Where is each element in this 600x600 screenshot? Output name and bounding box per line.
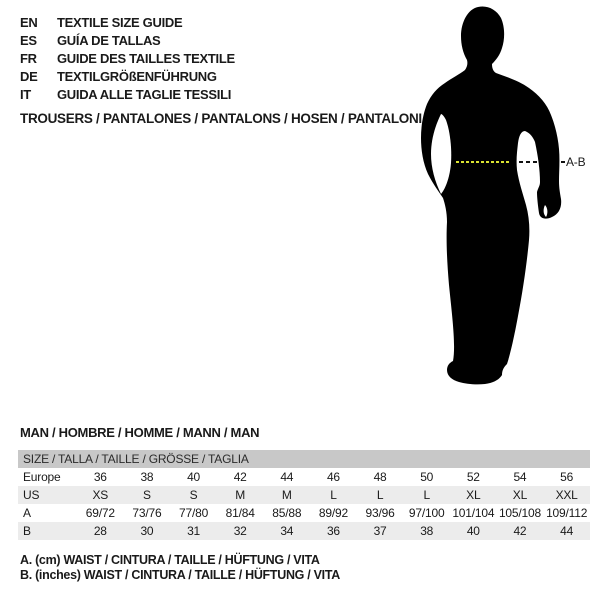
size-cell: XXL <box>555 488 578 502</box>
language-title: GUIDE DES TAILLES TEXTILE <box>57 50 235 66</box>
language-code: ES <box>20 32 37 48</box>
size-cell: S <box>143 488 151 502</box>
language-code: IT <box>20 86 31 102</box>
footnote-a-cm: A. (cm) WAIST / CINTURA / TAILLE / HÜFTUNG / VITA <box>20 553 320 567</box>
size-cell: 93/96 <box>365 506 395 520</box>
size-cell: 30 <box>140 524 154 538</box>
language-row-fr <box>20 49 235 67</box>
size-table <box>18 450 590 540</box>
size-cell: 89/92 <box>318 506 348 520</box>
row-label: US <box>23 488 40 502</box>
size-cell: 50 <box>420 470 434 484</box>
size-cell: XL <box>512 488 528 502</box>
size-cell: XL <box>466 488 481 502</box>
size-cell: 85/88 <box>272 506 302 520</box>
table-row-b-inches <box>18 522 590 540</box>
man-silhouette-shape <box>421 6 561 384</box>
language-row-de <box>20 67 235 85</box>
size-cell: 38 <box>420 524 434 538</box>
language-list <box>20 13 235 103</box>
size-cell: 73/76 <box>132 506 162 520</box>
size-cell: 69/72 <box>85 506 115 520</box>
row-label: A <box>23 506 31 520</box>
language-title: GUÍA DE TALLAS <box>57 32 161 48</box>
category-title: TROUSERS / PANTALONES / PANTALONS / HOSEN / PANTALONI <box>20 111 422 126</box>
size-table-header-row <box>18 450 590 468</box>
size-cell: 48 <box>373 470 387 484</box>
row-label: Europe <box>23 470 61 484</box>
table-row-us <box>18 486 590 504</box>
size-cell: 38 <box>140 470 154 484</box>
size-cell: 109/112 <box>546 506 588 520</box>
size-cell: L <box>376 488 384 502</box>
language-code: EN <box>20 14 38 30</box>
size-table-header: SIZE / TALLA / TAILLE / GRÖSSE / TAGLIA <box>18 450 590 468</box>
language-code: FR <box>20 50 37 66</box>
size-cell: 77/80 <box>179 506 209 520</box>
size-cell: 44 <box>560 524 574 538</box>
size-cell: M <box>235 488 246 502</box>
row-label: B <box>23 524 31 538</box>
size-cell: 81/84 <box>225 506 255 520</box>
size-cell: 40 <box>466 524 480 538</box>
size-cell: 36 <box>93 470 107 484</box>
language-title: TEXTILE SIZE GUIDE <box>57 14 183 30</box>
footnote-b-inches: B. (inches) WAIST / CINTURA / TAILLE / HÜFTUNG / VITA <box>20 568 340 582</box>
measure-footnotes <box>20 553 340 583</box>
size-cell: 31 <box>187 524 201 538</box>
size-cell: XS <box>92 488 109 502</box>
waist-dash-on-body <box>456 161 509 163</box>
size-cell: 32 <box>233 524 247 538</box>
language-row-en <box>20 13 235 31</box>
size-cell: 54 <box>513 470 527 484</box>
size-cell: 34 <box>280 524 294 538</box>
size-cell: 42 <box>513 524 527 538</box>
size-cell: 42 <box>233 470 247 484</box>
size-cell: 44 <box>280 470 294 484</box>
language-row-it <box>20 85 235 103</box>
size-cell: 56 <box>560 470 574 484</box>
size-cell: L <box>423 488 430 502</box>
size-cell: 46 <box>326 470 340 484</box>
size-cell: 37 <box>373 524 387 538</box>
size-cell: M <box>281 488 292 502</box>
size-cell: 28 <box>93 524 107 538</box>
size-cell: 36 <box>326 524 340 538</box>
size-cell: L <box>330 488 337 502</box>
table-row-europe <box>18 468 590 486</box>
table-row-a-cm <box>18 504 590 522</box>
size-cell: 97/100 <box>408 506 445 520</box>
language-title: GUIDA ALLE TAGLIE TESSILI <box>57 86 232 102</box>
language-row-es <box>20 31 235 49</box>
size-cell: 40 <box>187 470 201 484</box>
waist-measure-label: A-B <box>566 155 586 169</box>
language-title: TEXTILGRÖßENFÜHRUNG <box>57 68 217 84</box>
size-cell: 101/104 <box>452 506 495 520</box>
size-cell: 105/108 <box>498 506 541 520</box>
man-silhouette-figure <box>390 0 600 410</box>
size-cell: 52 <box>466 470 480 484</box>
language-code: DE <box>20 68 38 84</box>
section-title-man: MAN / HOMBRE / HOMME / MANN / MAN <box>20 425 260 440</box>
size-cell: S <box>189 488 198 502</box>
